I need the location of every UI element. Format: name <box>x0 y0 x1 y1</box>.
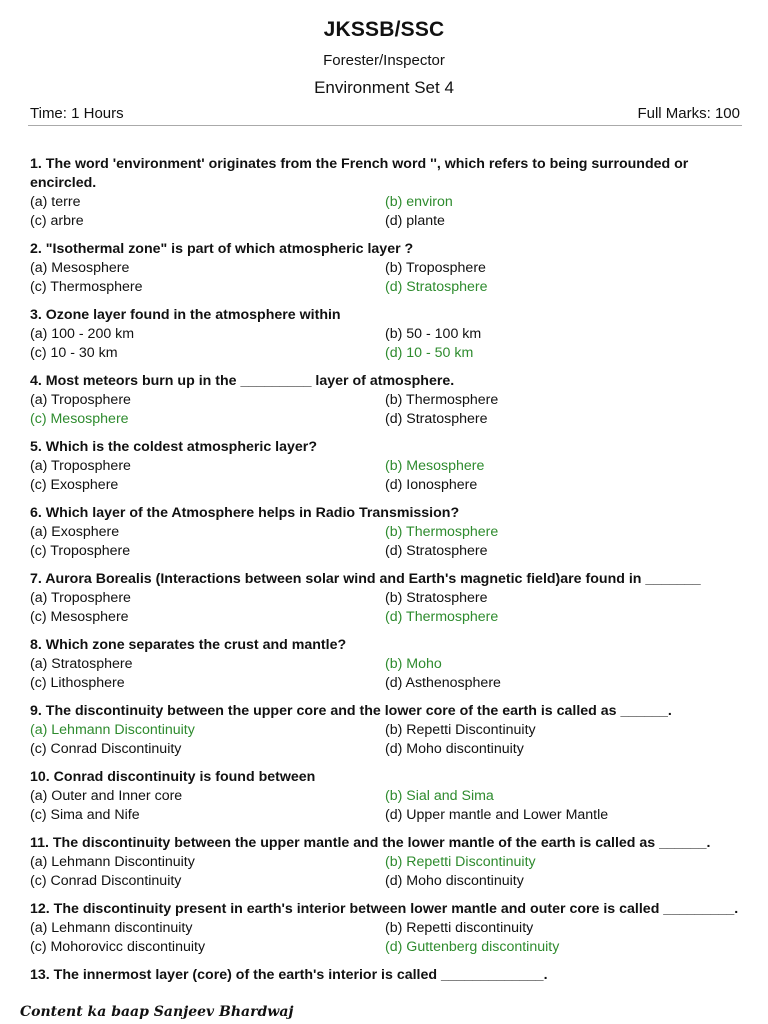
question-text: 1. The word 'environment' originates from the French word '', which refers to being surrounded or encircled. <box>30 156 689 191</box>
correct-option: (b) environ <box>385 194 453 210</box>
option: (c) 10 - 30 km <box>30 345 118 361</box>
page-title: JKSSB/SSC <box>323 18 445 41</box>
option: (a) Lehmann discontinuity <box>30 920 193 936</box>
set-title: Environment Set 4 <box>314 78 454 97</box>
option: (b) Troposphere <box>385 260 486 276</box>
option: (d) Stratosphere <box>385 411 488 427</box>
options-grid <box>30 193 742 231</box>
correct-option: (d) Guttenberg discontinuity <box>385 939 560 955</box>
option: (a) Mesosphere <box>30 260 130 276</box>
options-grid <box>30 721 742 759</box>
option: (a) Outer and Inner core <box>30 788 183 804</box>
time-label: Time: 1 Hours <box>30 105 124 122</box>
question-text: 6. Which layer of the Atmosphere helps in Radio Transmission? <box>30 505 460 521</box>
marks-label: Full Marks: 100 <box>637 105 740 122</box>
option: (d) Moho discontinuity <box>385 741 524 757</box>
question-text: 4. Most meteors burn up in the _________ layer of atmosphere. <box>30 373 455 389</box>
correct-option: (b) Repetti Discontinuity <box>385 854 536 870</box>
option: (a) Troposphere <box>30 392 131 408</box>
correct-option: (b) Thermosphere <box>385 524 499 540</box>
correct-option: (b) Mesosphere <box>385 458 485 474</box>
options-grid <box>30 919 742 957</box>
option: (d) Upper mantle and Lower Mantle <box>385 807 609 823</box>
correct-option: (d) Stratosphere <box>385 279 488 295</box>
options-grid <box>30 391 742 429</box>
correct-option: (d) Thermosphere <box>385 609 499 625</box>
question-block <box>30 570 742 627</box>
option: (a) 100 - 200 km <box>30 326 135 342</box>
question-block <box>30 155 742 231</box>
option: (b) Repetti Discontinuity <box>385 722 536 738</box>
option: (d) Ionosphere <box>385 477 478 493</box>
option: (d) Moho discontinuity <box>385 873 524 889</box>
question-block <box>30 834 742 891</box>
options-grid <box>30 457 742 495</box>
question-list <box>30 155 742 985</box>
option: (a) Troposphere <box>30 458 131 474</box>
question-text: 9. The discontinuity between the upper core and the lower core of the earth is called as ______. <box>30 703 672 719</box>
correct-option: (a) Lehmann Discontinuity <box>30 722 195 738</box>
correct-option: (b) Sial and Sima <box>385 788 494 804</box>
question-text: 11. The discontinuity between the upper mantle and the lower mantle of the earth is called as ______. <box>30 835 711 851</box>
footer-credit: Content ka baap Sanjeev Bhardwaj <box>20 1004 294 1020</box>
correct-option: (c) Mesosphere <box>30 411 129 427</box>
correct-option: (d) 10 - 50 km <box>385 345 474 361</box>
question-text: 5. Which is the coldest atmospheric layer? <box>30 439 317 455</box>
option: (c) Sima and Nife <box>30 807 140 823</box>
question-block <box>30 702 742 759</box>
options-grid <box>30 523 742 561</box>
option: (a) Troposphere <box>30 590 131 606</box>
question-block <box>30 900 742 957</box>
options-grid <box>30 655 742 693</box>
option: (c) Conrad Discontinuity <box>30 873 182 889</box>
option: (d) Stratosphere <box>385 543 488 559</box>
option: (b) Repetti discontinuity <box>385 920 534 936</box>
question-block <box>30 372 742 429</box>
question-text: 3. Ozone layer found in the atmosphere within <box>30 307 341 323</box>
option: (a) Lehmann Discontinuity <box>30 854 195 870</box>
option: (a) Exosphere <box>30 524 120 540</box>
option: (d) plante <box>385 213 445 229</box>
options-grid <box>30 787 742 825</box>
question-block <box>30 504 742 561</box>
header-divider <box>28 125 742 126</box>
option: (c) Thermosphere <box>30 279 143 295</box>
exam-subtitle: Forester/Inspector <box>323 52 445 69</box>
options-grid <box>30 259 742 297</box>
options-grid <box>30 325 742 363</box>
question-block <box>30 966 742 985</box>
question-text: 8. Which zone separates the crust and mantle? <box>30 637 347 653</box>
question-block <box>30 306 742 363</box>
option: (c) Mesosphere <box>30 609 129 625</box>
option: (a) terre <box>30 194 81 210</box>
option: (b) Thermosphere <box>385 392 499 408</box>
option: (c) arbre <box>30 213 84 229</box>
option: (c) Troposphere <box>30 543 131 559</box>
option: (c) Mohorovicc discontinuity <box>30 939 206 955</box>
question-text: 13. The innermost layer (core) of the earth's interior is called _____________. <box>30 967 548 983</box>
options-grid <box>30 589 742 627</box>
option: (c) Exosphere <box>30 477 119 493</box>
question-block <box>30 438 742 495</box>
question-text: 7. Aurora Borealis (Interactions between solar wind and Earth's magnetic field)are found in _______ <box>30 571 701 587</box>
option: (b) 50 - 100 km <box>385 326 482 342</box>
correct-option: (b) Moho <box>385 656 442 672</box>
question-text: 2. "Isothermal zone" is part of which atmospheric layer ? <box>30 241 414 257</box>
question-block <box>30 768 742 825</box>
option: (c) Lithosphere <box>30 675 125 691</box>
question-block <box>30 636 742 693</box>
option: (c) Conrad Discontinuity <box>30 741 182 757</box>
question-text: 10. Conrad discontinuity is found between <box>30 769 316 785</box>
option: (a) Stratosphere <box>30 656 133 672</box>
question-text: 12. The discontinuity present in earth's interior between lower mantle and outer core is called _________. <box>30 901 739 917</box>
options-grid <box>30 853 742 891</box>
option: (d) Asthenosphere <box>385 675 501 691</box>
option: (b) Stratosphere <box>385 590 488 606</box>
question-block <box>30 240 742 297</box>
